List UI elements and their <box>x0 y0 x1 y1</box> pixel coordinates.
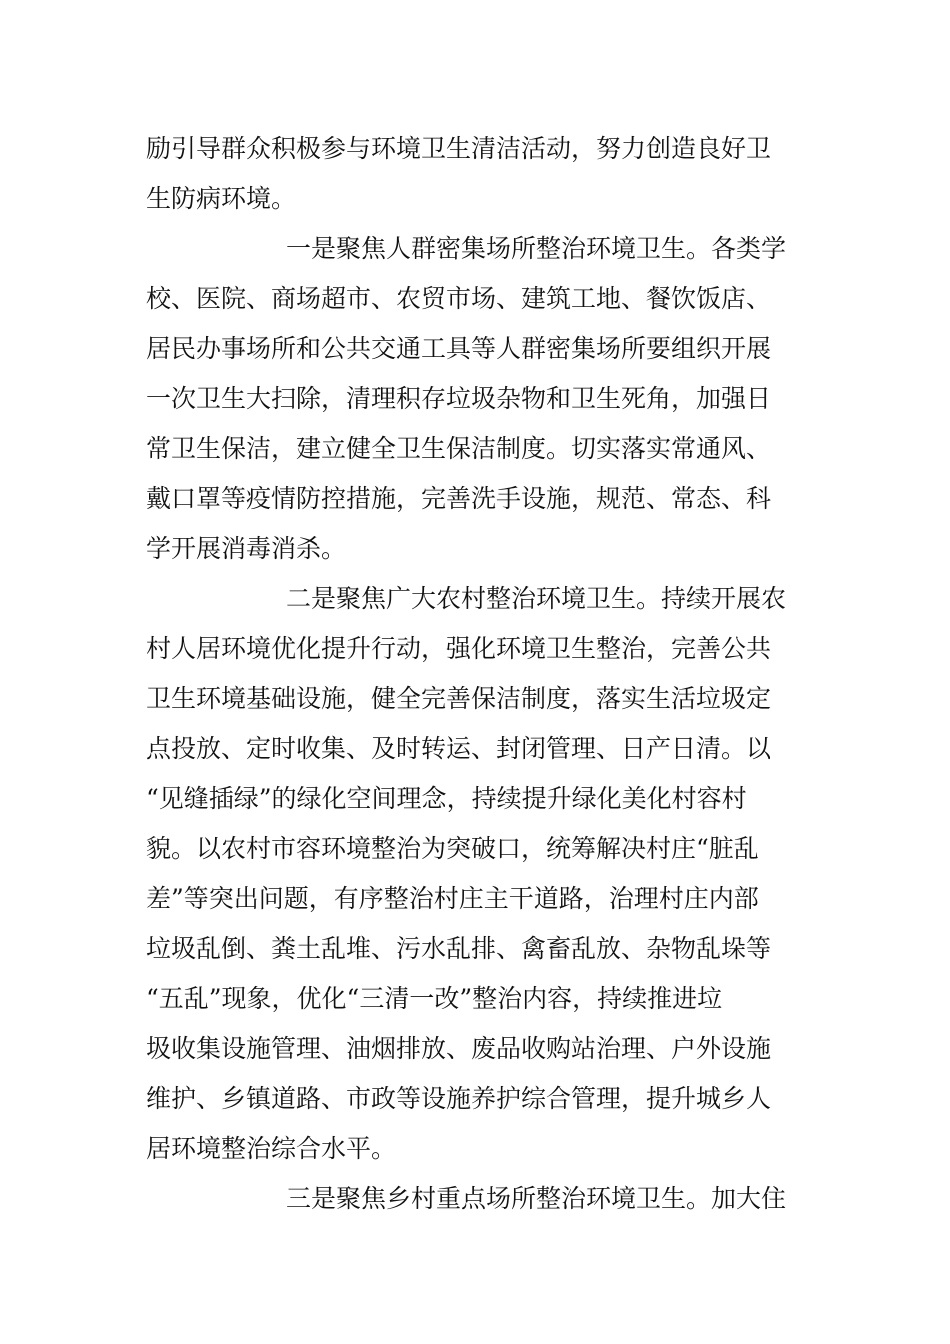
text-line: 励引导群众积极参与环境卫生清洁活动，努力创造良好卫 <box>146 134 772 163</box>
text-line: 差”等突出问题，有序整治村庄主干道路，治理村庄内部 <box>146 884 759 913</box>
text-line: 维护、乡镇道路、市政等设施养护综合管理，提升城乡人 <box>146 1084 772 1113</box>
text-line: 村人居环境优化提升行动，强化环境卫生整治，完善公共 <box>146 634 772 663</box>
text-line: 一次卫生大扫除，清理积存垃圾杂物和卫生死角，加强日 <box>146 384 772 413</box>
paragraph-heading-2: 二是聚焦广大农村整治环境卫生。持续开展农 <box>286 584 787 613</box>
text-line: 圾收集设施管理、油烟排放、废品收购站治理、户外设施 <box>146 1034 772 1063</box>
text-line: 生防病环境。 <box>146 184 297 213</box>
text-line: 校、医院、商场超市、农贸市场、建筑工地、餐饮饭店、 <box>146 284 772 313</box>
text-line: 貌。以农村市容环境整治为突破口，统筹解决村庄“脏乱 <box>146 834 759 863</box>
text-line: “见缝插绿”的绿化空间理念，持续提升绿化美化村容村 <box>146 784 747 813</box>
paragraph-heading-1: 一是聚焦人群密集场所整治环境卫生。各类学 <box>286 234 787 263</box>
text-line: 卫生环境基础设施，健全完善保洁制度，落实生活垃圾定 <box>146 684 772 713</box>
text-line: 垃圾乱倒、粪土乱堆、污水乱排、禽畜乱放、杂物乱垛等 <box>146 934 772 963</box>
text-line: 常卫生保洁，建立健全卫生保洁制度。切实落实常通风、 <box>146 434 772 463</box>
text-line: “五乱”现象，优化“三清一改”整治内容，持续推进垃 <box>146 984 723 1013</box>
text-line: 点投放、定时收集、及时转运、封闭管理、日产日清。以 <box>146 734 772 763</box>
text-line: 居民办事场所和公共交通工具等人群密集场所要组织开展 <box>146 334 772 363</box>
text-line: 学开展消毒消杀。 <box>146 534 347 563</box>
text-line: 居环境整治综合水平。 <box>146 1134 397 1163</box>
paragraph-heading-3: 三是聚焦乡村重点场所整治环境卫生。加大住 <box>286 1184 787 1213</box>
text-line: 戴口罩等疫情防控措施，完善洗手设施，规范、常态、科 <box>146 484 772 513</box>
